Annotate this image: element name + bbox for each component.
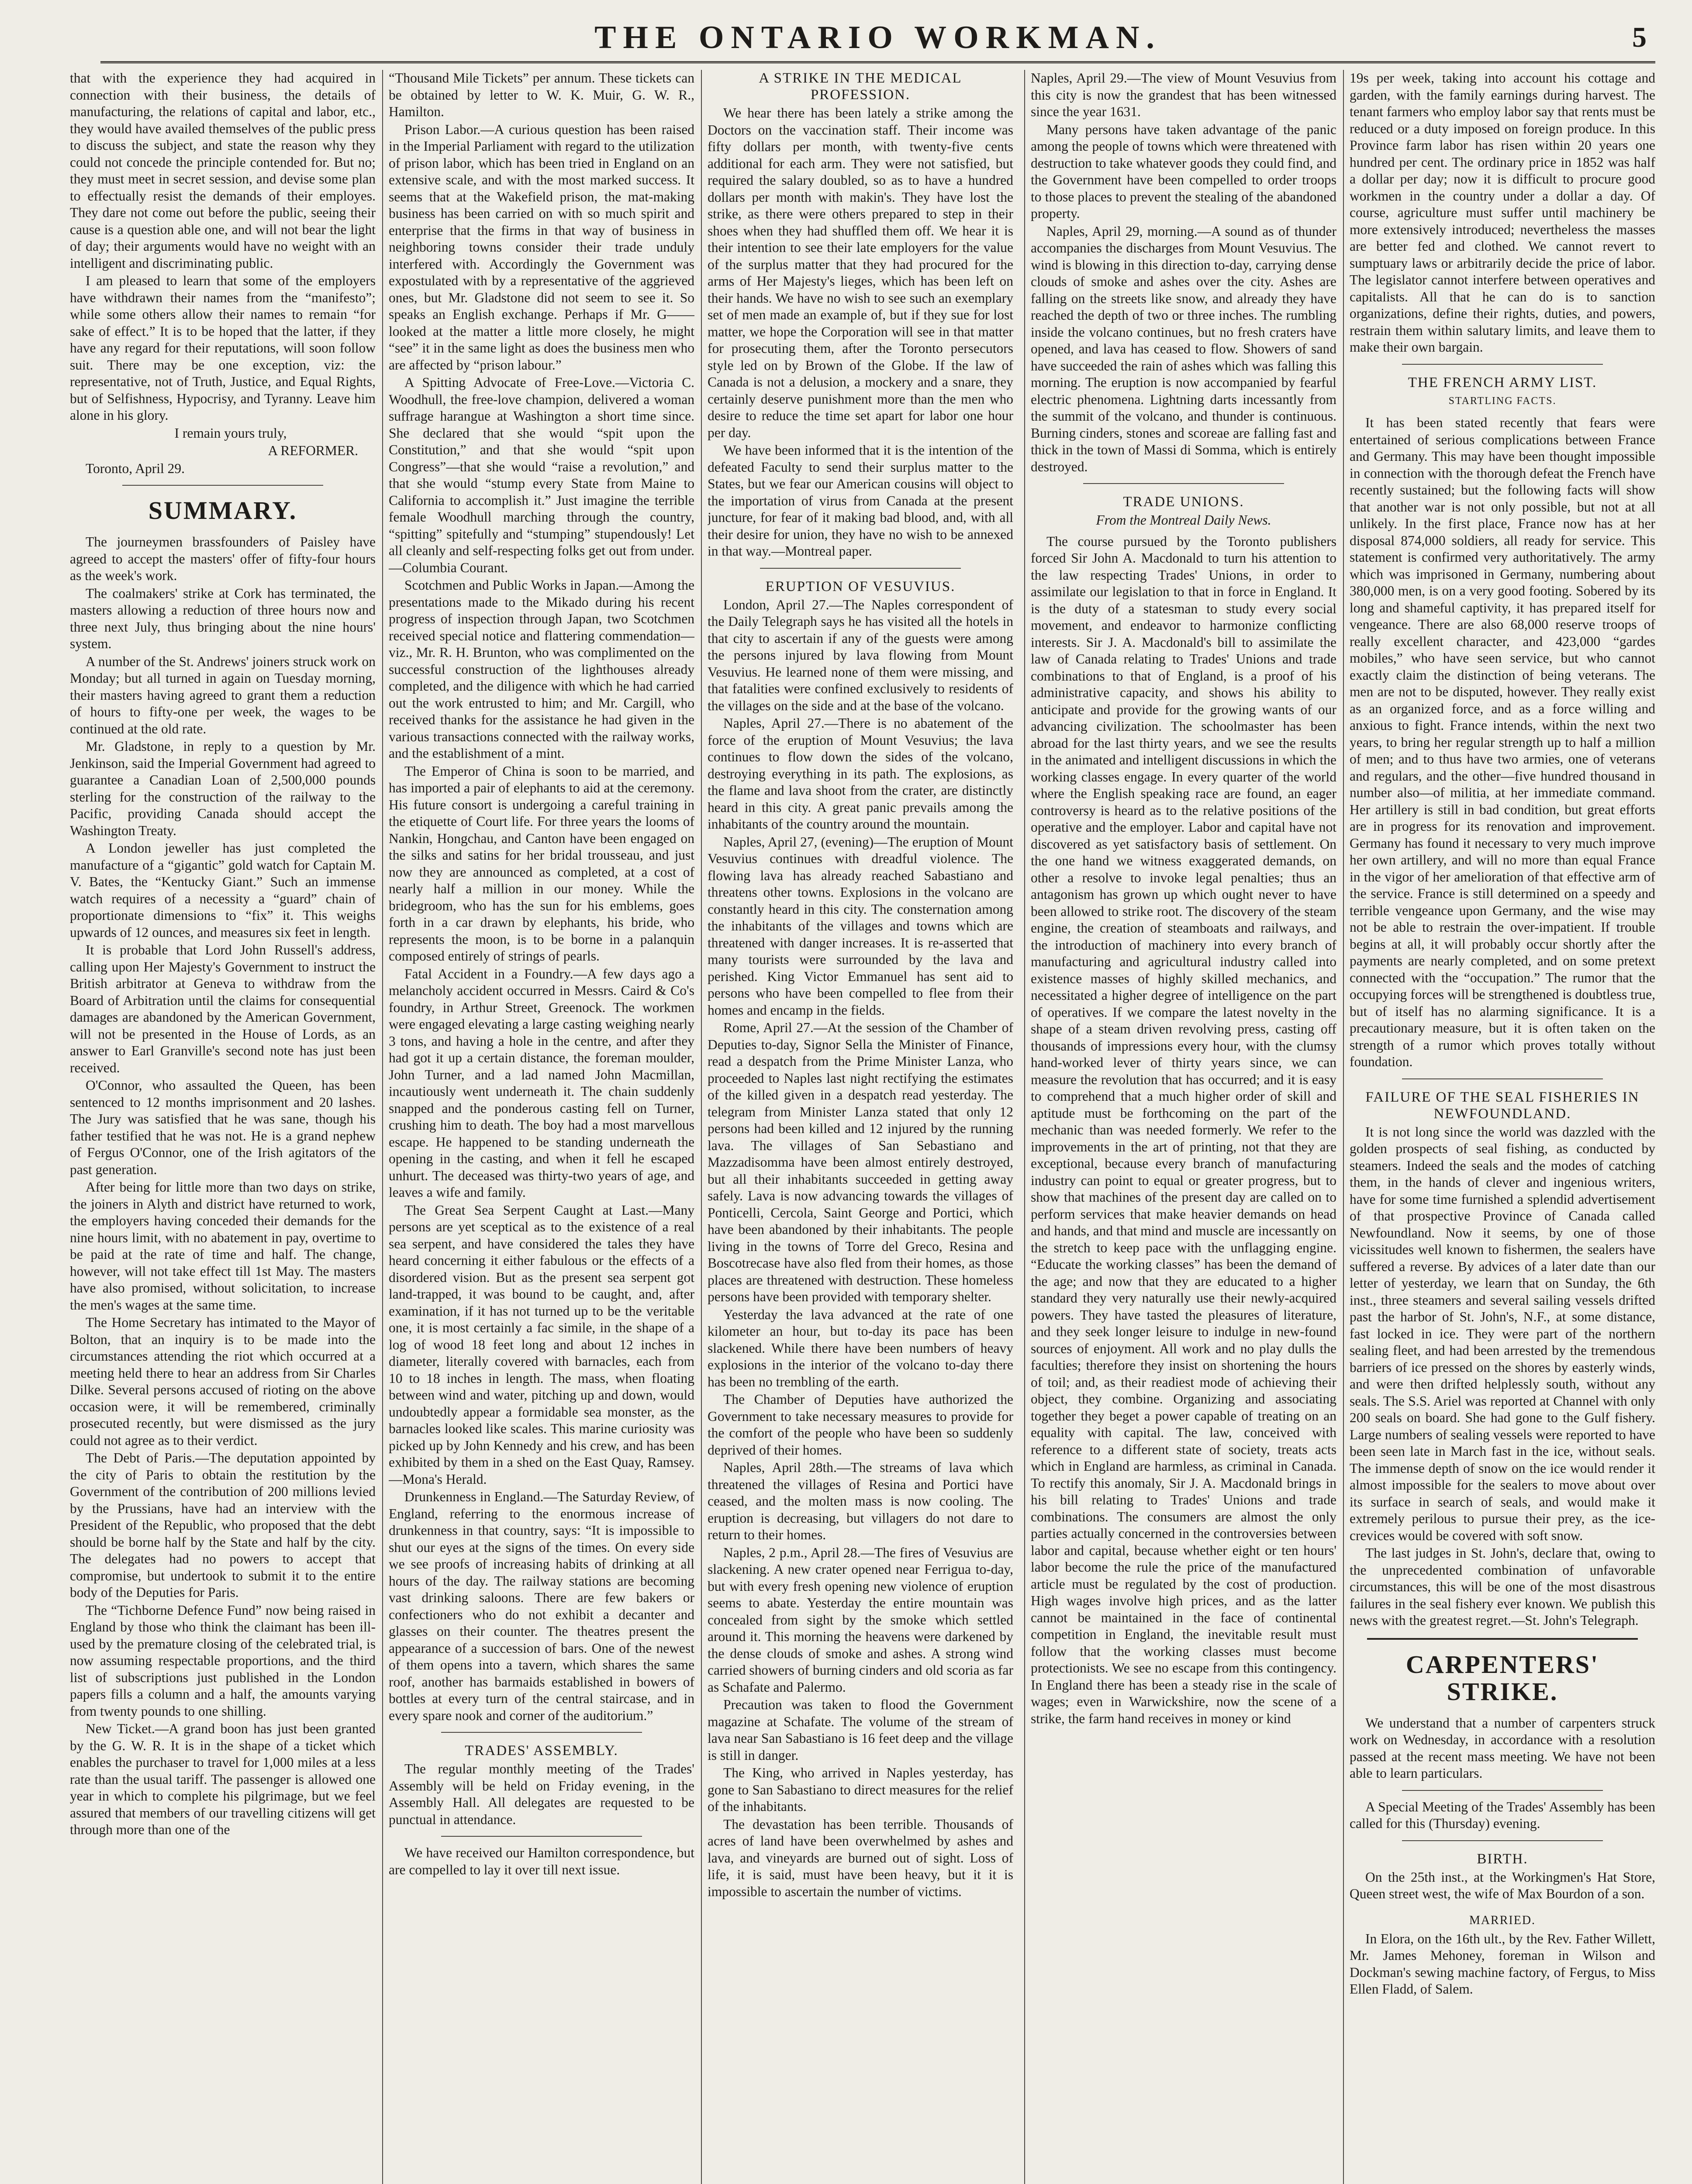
summary-item: It is probable that Lord John Russell's address, calling upon Her Majesty's Government to instruct the British arbitrator at Geneva to withdraw from the Board of Arbitration until the claims for consequential damages are abandoned by the American Government, will not be presented in the House of Lords, as an answer to Earl Granville's second note has just been received. <box>70 942 376 1075</box>
news-item: Prison Labor.—A curious question has been raised in the Imperial Parliament with regard to the utilization of prison labor, which has been tried in England on an extensive scale, and with the most marked success. It seems that at the Wakefield prison, the mat-making business has been carried on with so much spirit and enterprise that the firms in that way of business in neighboring towns consider their trade unduly interfered with. Accordingly the Government was expostulated with by a representative of the aggrieved ones, but Mr. Gladstone did not seem to see it. So speaks an English exchange. Perhaps if Mr. G—— looked at the matter a little more closely, he might “see” it in the same light as does the business men who are affected by “prison labour.” <box>389 121 694 373</box>
summary-item: The “Tichborne Defence Fund” now being raised in England by those who think the claimant has been ill-used by the premature closing of the celebrated trial, is now assuming respectable proportions, and the third list of subscriptions just published in the London papers fills a column and a half, the amounts varying from twenty pounds to one shilling. <box>70 1602 376 1719</box>
carpenters-strike-heading: CARPENTERS' STRIKE. <box>1405 1650 1599 1706</box>
divider <box>1402 1790 1603 1791</box>
news-item: “Thousand Mile Tickets” per annum. These tickets can be obtained by letter to W. K. Muir, G. W. R., Hamilton. <box>389 70 694 119</box>
birth-heading: BIRTH. <box>1477 1851 1528 1867</box>
dispatch-paragraph: Naples, April 28th.—The streams of lava which threatened the villages of Resina and Portici have ceased, and the molten mass is now cooling. The eruption is decreasing, but villagers do not dare to return to their homes. <box>708 1460 1013 1542</box>
trade-unions-source: From the Montreal Daily News. <box>1096 512 1271 528</box>
column-5 <box>1350 70 1655 2184</box>
column-rule <box>701 70 702 2184</box>
divider <box>122 485 323 486</box>
summary-item: New Ticket.—A grand boon has just been granted by the G. W. R. It is in the shape of a ticket which enables the purchaser to travel for 1,000 miles at a less rate than the usual tariff. The passenger is allowed one year in which to complete his pilgrimage, but we feel assured that members of our travelling citizens will get through more than one of the <box>70 1721 376 1837</box>
divider <box>1083 483 1284 484</box>
dispatch-paragraph: Naples, 2 p.m., April 28.—The fires of Vesuvius are slackening. A new crater opened near Ferrigua to-day, but with every fresh opening new violence of eruption seems to abate. Yesterday the entire mountain was concealed from sight by the smoke which settled around it. This morning the heavens were darkened by the dense clouds of smoke and ashes. A strong wind carried showers of burning cinders and old scoria as far as Schafate and Palermo. <box>708 1545 1013 1695</box>
french-army-subheading: STARTLING FACTS. <box>1448 395 1557 407</box>
summary-item: A London jeweller has just completed the manufacture of a “gigantic” gold watch for Captain M. V. Bates, the “Kentucky Giant.” Such an immense watch requires of a necessity a “guard” chain of proportionate dimensions to “fix” it. This weighs upwards of 12 ounces, and measures six feet in length. <box>70 840 376 940</box>
article-paragraph: It is not long since the world was dazzled with the golden prospects of seal fishing, as conducted by steamers. Indeed the seals and the modes of catching them, in the hands of clever and ingenious writers, have for some time furnished a splendid advertisement of that prospective Province of Canada called Newfoundland. Now it seems, by one of those vicissitudes well known to fishermen, the sealers have suffered a reverse. By advices of a later date than our letter of yesterday, we learn that on Sunday, the 6th inst., three steamers and several sailing vessels drifted past the harbor of St. John's, N.F., at some distance, fast locked in ice. They were part of the northern sealing fleet, and had been arrested by the tremendous barriers of ice pressed on the shores by easterly winds, and were then drifted helplessly south, without any seals. The S.S. Ariel was reported at Channel with only 200 seals on board. She had gone to the Gulf fishery. Large numbers of sealing vessels were reported to have been seen late in March fast in the ice, without seals. The immense depth of snow on the ice would render it almost impossible for the sealers to move about over its surface in search of seals, and would make it extremely perilous to pursue their prey, as the ice-crevices would be covered with soft snow. <box>1350 1124 1655 1543</box>
dispatch-paragraph: Naples, April 29.—The view of Mount Vesuvius from this city is now the grandest that has been witnessed since the year 1631. <box>1031 70 1336 119</box>
column-rule <box>1343 70 1344 2184</box>
trades-assembly-heading: TRADES' ASSEMBLY. <box>465 1743 618 1759</box>
special-meeting-notice: A Special Meeting of the Trades' Assembly has been called for this (Thursday) evening. <box>1350 1799 1655 1831</box>
column-2 <box>389 70 694 2184</box>
summary-item: After being for little more than two days on strike, the joiners in Alyth and district have returned to work, the employers having conceded their demands for the nine hours limit, with no abatement in pay, overtime to be paid at the rate of time and half. The change, however, will not take effect till 1st May. The masters have also promised, without solicitation, to increase the men's wages at the same time. <box>70 1179 376 1313</box>
article-paragraph: We understand that a number of carpenters struck work on Wednesday, in accordance with a resolution passed at the recent mass meeting. We have not been able to learn particulars. <box>1350 1715 1655 1781</box>
column-3 <box>708 70 1013 2184</box>
summary-heading: SUMMARY. <box>148 496 297 525</box>
dispatch-paragraph: The devastation has been terrible. Thousands of acres of land have been overwhelmed by ashes and lava, and vineyards are burned out of sight. Loss of life, it is said, must have been heavy, but it it is impossible to ascertain the number of victims. <box>708 1816 1013 1899</box>
dispatch-paragraph: Naples, April 29, morning.—A sound as of thunder accompanies the discharges from Mount Vesuvius. The wind is blowing in this direction to-day, carrying dense clouds of smoke and ashes over the city. Ashes are falling on the streets like snow, and already they have reached the depth of two or three inches. The rumbling inside the volcano continues, but no fresh craters have opened, and lava has ceased to flow. Showers of sand have succeeded the rain of ashes which was falling this morning. The eruption is now accompanied by fearful electric phenomena. Lightning darts incessantly from the summit of the volcano, and thunder is continuous. Burning cinders, stones and scoreae are falling fast and thick in the town of Massi di Somma, which is entirely destroyed. <box>1031 223 1336 474</box>
summary-item: O'Connor, who assaulted the Queen, has been sentenced to 12 months imprisonment and 20 lashes. The Jury was satisfied that he was sane, though his father testified that he was not. He is a grand nephew of Fergus O'Connor, one of the Irish agitators of the past generation. <box>70 1078 376 1177</box>
article-paragraph: The last judges in St. John's, declare that, owing to the unprecedented combination of unfavorable circumstances, this will be one of the most disastrous failures in the seal fishery ever known. We publish this news with the greatest regret.—St. John's Telegraph. <box>1350 1545 1655 1628</box>
column-rule <box>1024 70 1025 2184</box>
article-paragraph: The course pursued by the Toronto publishers forced Sir John A. Macdonald to turn his attention to the law respecting Trades' Unions, in order to assimilate our legislation to that in force in England. It is the duty of a statesman to study every social movement, and endeavor to harmonize conflicting interests. Sir J. A. Macdonald's bill to assimilate the law of Canada relating to Trades' Unions and trade combinations to that of England, is a proof of his administrative capacity, and shows his ability to anticipate and provide for the growing wants of our advancing civilization. The schoolmaster has been abroad for the last thirty years, and we see the results in the animated and intelligent discussions in which the working classes engage. In every quarter of the world where the English speaking race are found, an eager controversy is heard as to the relative positions of the operative and the employer. Labor and capital have not discovered as yet satisfactory basis of settlement. On the one hand we witness exaggerated demands, on other a resolve to invoke legal penalties; thus an antagonism has grown up which ought never to have been allowed to strike root. The discovery of the steam engine, the creation of steamboats and railways, and the introduction of machinery into every branch of manufacturing and agricultural industry called into existence masses of highly skilled mechanics, and necessitated a higher degree of intelligence on the part of operatives. If we compare the latest novelty in the shape of a steam driven revolving press, casting off thousands of impressions every hour, with the clumsy hand-worked lever of thirty years since, we can measure the revolution that has occurred; and it is easy to comprehend that a much higher order of skill and aptitude must be forthcoming on the part of the mechanic than was needed formerly. We refer to the improvements in the art of printing, not that they are exceptional, because every branch of manufacturing industry can point to equal or greater progress, but to show that machines of the present day are called on to perform services that make heavier demands on head and hands, and that mind and muscle are incessantly on the stretch to keep pace with the unflagging engine. “Educate the working classes” has been the demand of the age; and now that they are educated to a higher standard they very naturally use their newly-acquired powers. They have tasted the pleasures of literature, and they seek longer leisure to indulge in new-found sources of enjoyment. All work and no play dulls the faculties; therefore they insist on shortening the hours of toil; and, as their readiest mode of achieving their object, they combine. Organizing and associating together they beget a power capable of treating on an equality with capital. The law, conceived with reference to a different state of society, treats acts which in England are harmless, as criminal in Canada. To rectify this anomaly, Sir J. A. Macdonald brings in his bill relating to Trades' Unions and trade combinations. The consumers are almost the only parties actually concerned in the controversies between labor and capital, because whether eight or ten hours' labor become the rule the price of the manufactured article must be regulated by the cost of production. High wages involve high prices, and as the latter cannot be maintained in the face of continental competition in England, the inevitable result must follow that the working classes must become protectionists. We see no escape from this contingency. In England there has been a steady rise in the scale of wages; even in Warwickshire, now the scene of a strike, the farm hand receives in money or kind <box>1031 533 1336 1726</box>
news-item: Drunkenness in England.—The Saturday Review, of England, referring to the enormous increase of drunkenness in that country, says: “It is impossible to shut our eyes at the signs of the times. On every side we see proofs of increasing habits of drinking at all hours of the day. The railway stations are becoming vast drinking saloons. There are few bakers or confectioners who do not exhibit a decanter and glasses on their counter. The theatres present the appearance of a succession of bars. One of the newest of them opens into a tavern, which shares the same roof, another has barmaids established in bowers of bottles at every turn of the central staircase, and in every spare nook and corner of the auditorium.” <box>389 1489 694 1723</box>
married-heading: MARRIED. <box>1469 1913 1536 1927</box>
dispatch-paragraph: The Chamber of Deputies have authorized the Government to take necessary measures to provide for the comfort of the people who have been so suddenly deprived of their homes. <box>708 1392 1013 1458</box>
column-1 <box>70 70 376 2184</box>
divider <box>1402 1078 1603 1079</box>
dispatch-paragraph: London, April 27.—The Naples correspondent of the Daily Telegraph says he has visited all the hotels in that city to ascertain if any of the guests were among the persons injured by lava flowing from Mount Vesuvius. He learned none of them were missing, and that fatalities were confined exclusively to residents of the villages on the side and at the base of the volcano. <box>708 597 1013 713</box>
news-item: The Great Sea Serpent Caught at Last.—Many persons are yet sceptical as to the existence of a real sea serpent, and have considered the tales they have heard concerning it either fabulous or the effects of a disordered vision. But as the present sea serpent got land-trapped, it was bound to be caught, and, after examination, if it has not turned up to be the veritable one, it is most certainly a fac simile, in the shape of a log of wood 18 feet long and about 12 inches in diameter, literally covered with barnacles, each from 10 to 18 inches in length. The mass, when floating between wind and water, pitching up and down, would undoubtedly appear a formidable sea monster, as the barnacles looked like scales. This marine curiosity was picked up by John Kennedy and his crew, and has been exhibited by them in a shed on the East Quay, Ramsey.—Mona's Herald. <box>389 1202 694 1487</box>
letter-paragraph: that with the experience they had acquired in connection with their business, the details of manufacturing, the relations of capital and labor, etc., they would have availed themselves of the public press to discuss the subject, and state the reason why they could not concede the principle contended for. But no; they must meet in secret session, and devise some plan to effectually resist the demands of their employes. They dare not come out before the public, seeing their cause is a question able one, and will not bear the light of day; their arguments would have no weight with an intelligent and discriminating public. <box>70 70 376 271</box>
summary-item: The coalmakers' strike at Cork has terminated, the masters allowing a reduction of three hours now and three next July, thus bringing about the nine hours' system. <box>70 585 376 651</box>
divider <box>441 1836 642 1837</box>
divider <box>760 568 961 569</box>
summary-item: The Debt of Paris.—The deputation appointed by the city of Paris to obtain the restitution by the Government of the contribution of 200 millions levied by the Prussians, have had an interview with the President of the Republic, who proposed that the debt should be borne half by the State and half by the city. The delegates had no powers to accept that compromise, but undertook to submit it to the entire body of the Deputies for Paris. <box>70 1450 376 1600</box>
divider <box>441 1732 642 1733</box>
letter-signature: A REFORMER. <box>268 443 358 458</box>
article-paragraph: We hear there has been lately a strike among the Doctors on the vaccination staff. Their income was fifty dollars per month, with twenty-five cents additional for each arm. They were not satisfied, but required the salary doubled, so as to have a hundred dollars per month with makin's. They have lost the strike, as there were others prepared to step in their shoes when they had shuffled them off. We hear it is their intention to see their late employers for the value of the surplus matter that they had procured for the arms of Her Majesty's lieges, which has been left on their hands. We have no wish to see such an exemplary set of men made an example of, but if they sue for lost matter, we hope the Corporation will see in that matter for prosecuting them, after the Toronto persecutors style led on by Brown of the Globe. If the law of Canada is not a delusion, a mockery and a snare, they certainly deserve punishment more than the men who desire to reduce the time set apart for labor one hour per day. <box>708 105 1013 440</box>
newspaper-title: THE ONTARIO WORKMAN. <box>594 20 1161 55</box>
news-item: Scotchmen and Public Works in Japan.—Among the presentations made to the Mikado during his recent progress of inspection through Japan, two Scotchmen received special notice and flattering commendation—viz., Mr. R. H. Brunton, who was complimented on the successful construction of the lighthouses already completed, and the diligence with which he had carried out the work entrusted to him; and Mr. Cargill, who received thanks for the assistance he had given in the various transactions connected with the railway works, and the establishment of a mint. <box>389 577 694 761</box>
trades-assembly-text: The regular monthly meeting of the Trades' Assembly will be held on Friday evening, in the Assembly Hall. All delegates are requested to be punctual in attendance. <box>389 1761 694 1827</box>
trade-unions-heading: TRADE UNIONS. <box>1123 494 1244 510</box>
french-army-heading: THE FRENCH ARMY LIST. <box>1408 374 1597 390</box>
article-paragraph: It has been stated recently that fears were entertained of serious complications between France and Germany. This may have been thought impossible in connection with the thorough defeat the French have recently sustained; but the following facts will show that another war is not only possible, but not at all unlikely. In the first place, France now has at her disposal 874,000 soldiers, all ready for service. This statement is confirmed very authoritatively. The army which was imprisoned in Germany, numbering about 380,000 men, is on a very good footing. Sobered by its long and shameful captivity, it has prepared itself for vengeance. There are also 68,000 reserve troops of really excellent character, and 423,000 “gardes mobiles,” who have seen service, but who cannot exactly claim the distinction of being veterans. The men are not to be disputed, however. They really exist as an organized force, and as a force willing and anxious to fight. France intends, within the next two years, to bring her regular strength up to half a million of men; and to thus have two armies, one of veterans and regulars, and the other—five hundred thousand in number also—of militia, at her immediate command. Her artillery is still in bad condition, but great efforts are in progress for its renovation and improvement. Germany has found it necessary to very much improve her own artillery, and will no more than equal France in the vigor of her amelioration of that effective arm of the service. France is still determined on a speedy and terrible vengeance upon Germany, and the wise may not be able to restrain the over-impatient. If trouble begins at all, it will probably occur shortly after the payments are nearly completed, and on some pretext connected with the “occupation.” The rumor that the occupying forces will be strengthened is doubtless true, but of itself has no alarming significance. It is a precautionary measure, but it is often taken on the strength of a rumor which proves totally without foundation. <box>1350 415 1655 1069</box>
dispatch-paragraph: Rome, April 27.—At the session of the Chamber of Deputies to-day, Signor Sella the Minister of Finance, read a despatch from the Prime Minister Lanza, who proceeded to Naples last night rectifying the estimates of the killed given in a despatch read yesterday. The telegram from Minister Lanza stated that only 12 persons had been killed and 12 injured by the running lava. The villages of San Sebastiano and Mazzadisomma have been almost entirely destroyed, but all their inhabitants succeeded in getting away safely. Lava is now advancing towards the villages of Ponticelli, Cercola, Saint George and Portici, which have been abandoned by their inhabitants. The people living in the towns of Torre del Greco, Resina and Boscotrecase have also fled from their homes, as those places are threatened with destruction. These homeless persons have been provided with temporary shelter. <box>708 1020 1013 1304</box>
news-item: Fatal Accident in a Foundry.—A few days ago a melancholy accident occurred in Messrs. Caird & Co's foundry, in Arthur Street, Greenock. The workmen were engaged elevating a large casting weighing nearly 3 tons, and having a hole in the centre, and after they had got it up a certain distance, the foreman moulder, John Turner, and a lad named John Macmillan, incautiously went underneath it. The chain suddenly snapped and the ponderous casting fell on Turner, crushing him to death. The boy had a most marvellous escape. He happened to be standing underneath the opening in the casting, and when it fell he escaped unhurt. The deceased was thirty-two years of age, and leaves a wife and family. <box>389 966 694 1200</box>
letter-closing: I remain yours truly, <box>174 425 287 441</box>
dispatch-paragraph: Yesterday the lava advanced at the rate of one kilometer an hour, but to-day its pace has been slackened. While there have been numbers of heavy explosions in the interior of the volcano to-day there has been no trembling of the earth. <box>708 1306 1013 1389</box>
summary-item: A number of the St. Andrews' joiners struck work on Monday; but all turned in again on Tuesday morning, their masters having agreed to grant them a reduction of hours to fifty-one per week, the wages to be continued at the old rate. <box>70 653 376 736</box>
seal-fisheries-heading: FAILURE OF THE SEAL FISHERIES IN NEWFOUNDLAND. <box>1365 1089 1640 1122</box>
news-item: A Spitting Advocate of Free-Love.—Victoria C. Woodhull, the free-love champion, delivered a woman suffrage harangue at Washington a short time since. She declared that she would “spit upon the Constitution,” and that she would “spit upon Congress”—that she would “raise a revolution,” and that she would “stump every State from Maine to California to accomplish it.” Just imagine the terrible female Woodhull marching through the country, “spitting” spitefully and “stumping” stupendously! Let all cleanly and self-respecting folks get out from under.—Columbia Courant. <box>389 375 694 575</box>
dispatch-paragraph: The King, who arrived in Naples yesterday, has gone to San Sabastiano to direct measures for the relief of the inhabitants. <box>708 1765 1013 1814</box>
letter-paragraph: I am pleased to learn that some of the employers have withdrawn their names from the “manifesto”; while some others allow their names to remain “for sake of effect.” It is to be hoped that the latter, if they have any regard for their reputations, will soon follow suit. There may be one exception, viz: the representative, not of Truth, Justice, and Equal Rights, but of Selfishness, Hypocrisy, and Tyranny. Leave him alone in his glory. <box>70 273 376 423</box>
page-number: 5 <box>1632 21 1647 53</box>
divider <box>1402 1840 1603 1841</box>
summary-item: The journeymen brassfounders of Paisley have agreed to accept the masters' offer of fifty-four hours as the week's work. <box>70 534 376 583</box>
dispatch-paragraph: Naples, April 27, (evening)—The eruption of Mount Vesuvius continues with dreadful violence. The flowing lava has already reached Sabastiano and threatens other towns. Explosions in the volcano are constantly heard in this city. The consternation among the inhabitants of the villages and towns which are threatened with danger increases. It is re-asserted that many tourists were surrounded by the lava and perished. King Victor Emmanuel has sent aid to persons who have been compelled to flee from their homes and encamp in the fields. <box>708 834 1013 1018</box>
dispatch-paragraph: Many persons have taken advantage of the panic among the people of towns which were threatened with destruction to take whatever goods they could find, and the Government have been compelled to order troops to those places to prevent the stealing of the abandoned property. <box>1031 121 1336 221</box>
divider <box>1367 1638 1638 1640</box>
article-paragraph: 19s per week, taking into account his cottage and garden, with the family earnings during harvest. The tenant farmers who employ labor say that rents must be reduced or a duty imposed on foreign produce. In this Province farm labor has risen within 20 years one hundred per cent. The ordinary price in 1852 was half a dollar per day; now it is difficult to procure good workmen in the country under a dollar a day. Of course, agriculture must suffer until machinery be more extensively introduced; nevertheless the masses are better fed and clothed. We cannot revert to sumptuary laws or arbitrarily decide the price of labor. The legislator cannot interfere between operatives and capitalists. All that he can do is to sanction organizations, define their rights, duties, and powers, restrain them within salutary limits, and leave them to make their own bargain. <box>1350 70 1655 355</box>
letter-date: Toronto, April 29. <box>86 460 185 476</box>
correspondence-notice: We have received our Hamilton correspondence, but are compelled to lay it over till next issue. <box>389 1845 694 1877</box>
masthead <box>100 13 1655 63</box>
dispatch-paragraph: Precaution was taken to flood the Government magazine at Schafate. The volume of the stream of lava near San Sabastiano is 16 feet deep and the village is still in danger. <box>708 1697 1013 1763</box>
news-item: The Emperor of China is soon to be married, and has imported a pair of elephants to aid at the ceremony. His future consort is undergoing a careful training in the etiquette of Court life. For three years the looms of Nankin, Hongchau, and Canton have been engaged on the silks and satins for her bridal trousseau, and just now they are announced as completed, at a cost of nearly half a million in our money. While the bridegroom, who has the sun for his emblems, goes forth in a car drawn by elephants, his bride, who represents the moon, is to be borne in a palanquin composed entirely of strings of pearls. <box>389 763 694 964</box>
eruption-heading: ERUPTION OF VESUVIUS. <box>765 578 956 594</box>
married-notice: In Elora, on the 16th ult., by the Rev. Father Willett, Mr. James Mehoney, foreman in Wilson and Dockman's sewing machine factory, of Fergus, to Miss Ellen Fladd, of Salem. <box>1350 1931 1655 1997</box>
column-4 <box>1031 70 1336 2184</box>
summary-item: The Home Secretary has intimated to the Mayor of Bolton, that an inquiry is to be made into the circumstances attending the riot which occurred at a meeting held there to hear an address from Sir Charles Dilke. Several persons accused of rioting on the above occasion were, it will be remembered, criminally prosecuted recently, but were dismissed as the jury could not agree as to their verdict. <box>70 1315 376 1448</box>
column-rule <box>382 70 383 2184</box>
summary-item: Mr. Gladstone, in reply to a question by Mr. Jenkinson, said the Imperial Government had agreed to guarantee a Canadian Loan of 2,500,000 pounds sterling for the construction of the railway to the Pacific, providing Canada should accept the Washington Treaty. <box>70 739 376 838</box>
medical-strike-heading: A STRIKE IN THE MEDICAL PROFESSION. <box>759 70 962 103</box>
dispatch-paragraph: Naples, April 27.—There is no abatement of the force of the eruption of Mount Vesuvius; the lava continues to flow down the sides of the volcano, destroying everything in its path. The explosions, as the flame and lava shoot from the crater, are distinctly heard in this city. A great panic prevails among the inhabitants of the country around the mountain. <box>708 715 1013 832</box>
article-paragraph: We have been informed that it is the intention of the defeated Faculty to send their surplus matter to the States, but we fear our American cousins will object to the importation of virus from Canada at the present juncture, for fear of it making bad blood, and, with all their desire for union, they have no wish to be annexed in that way.—Montreal paper. <box>708 442 1013 559</box>
divider <box>1402 364 1603 365</box>
birth-notice: On the 25th inst., at the Workingmen's Hat Store, Queen street west, the wife of Max Bourdon of a son. <box>1350 1869 1655 1901</box>
